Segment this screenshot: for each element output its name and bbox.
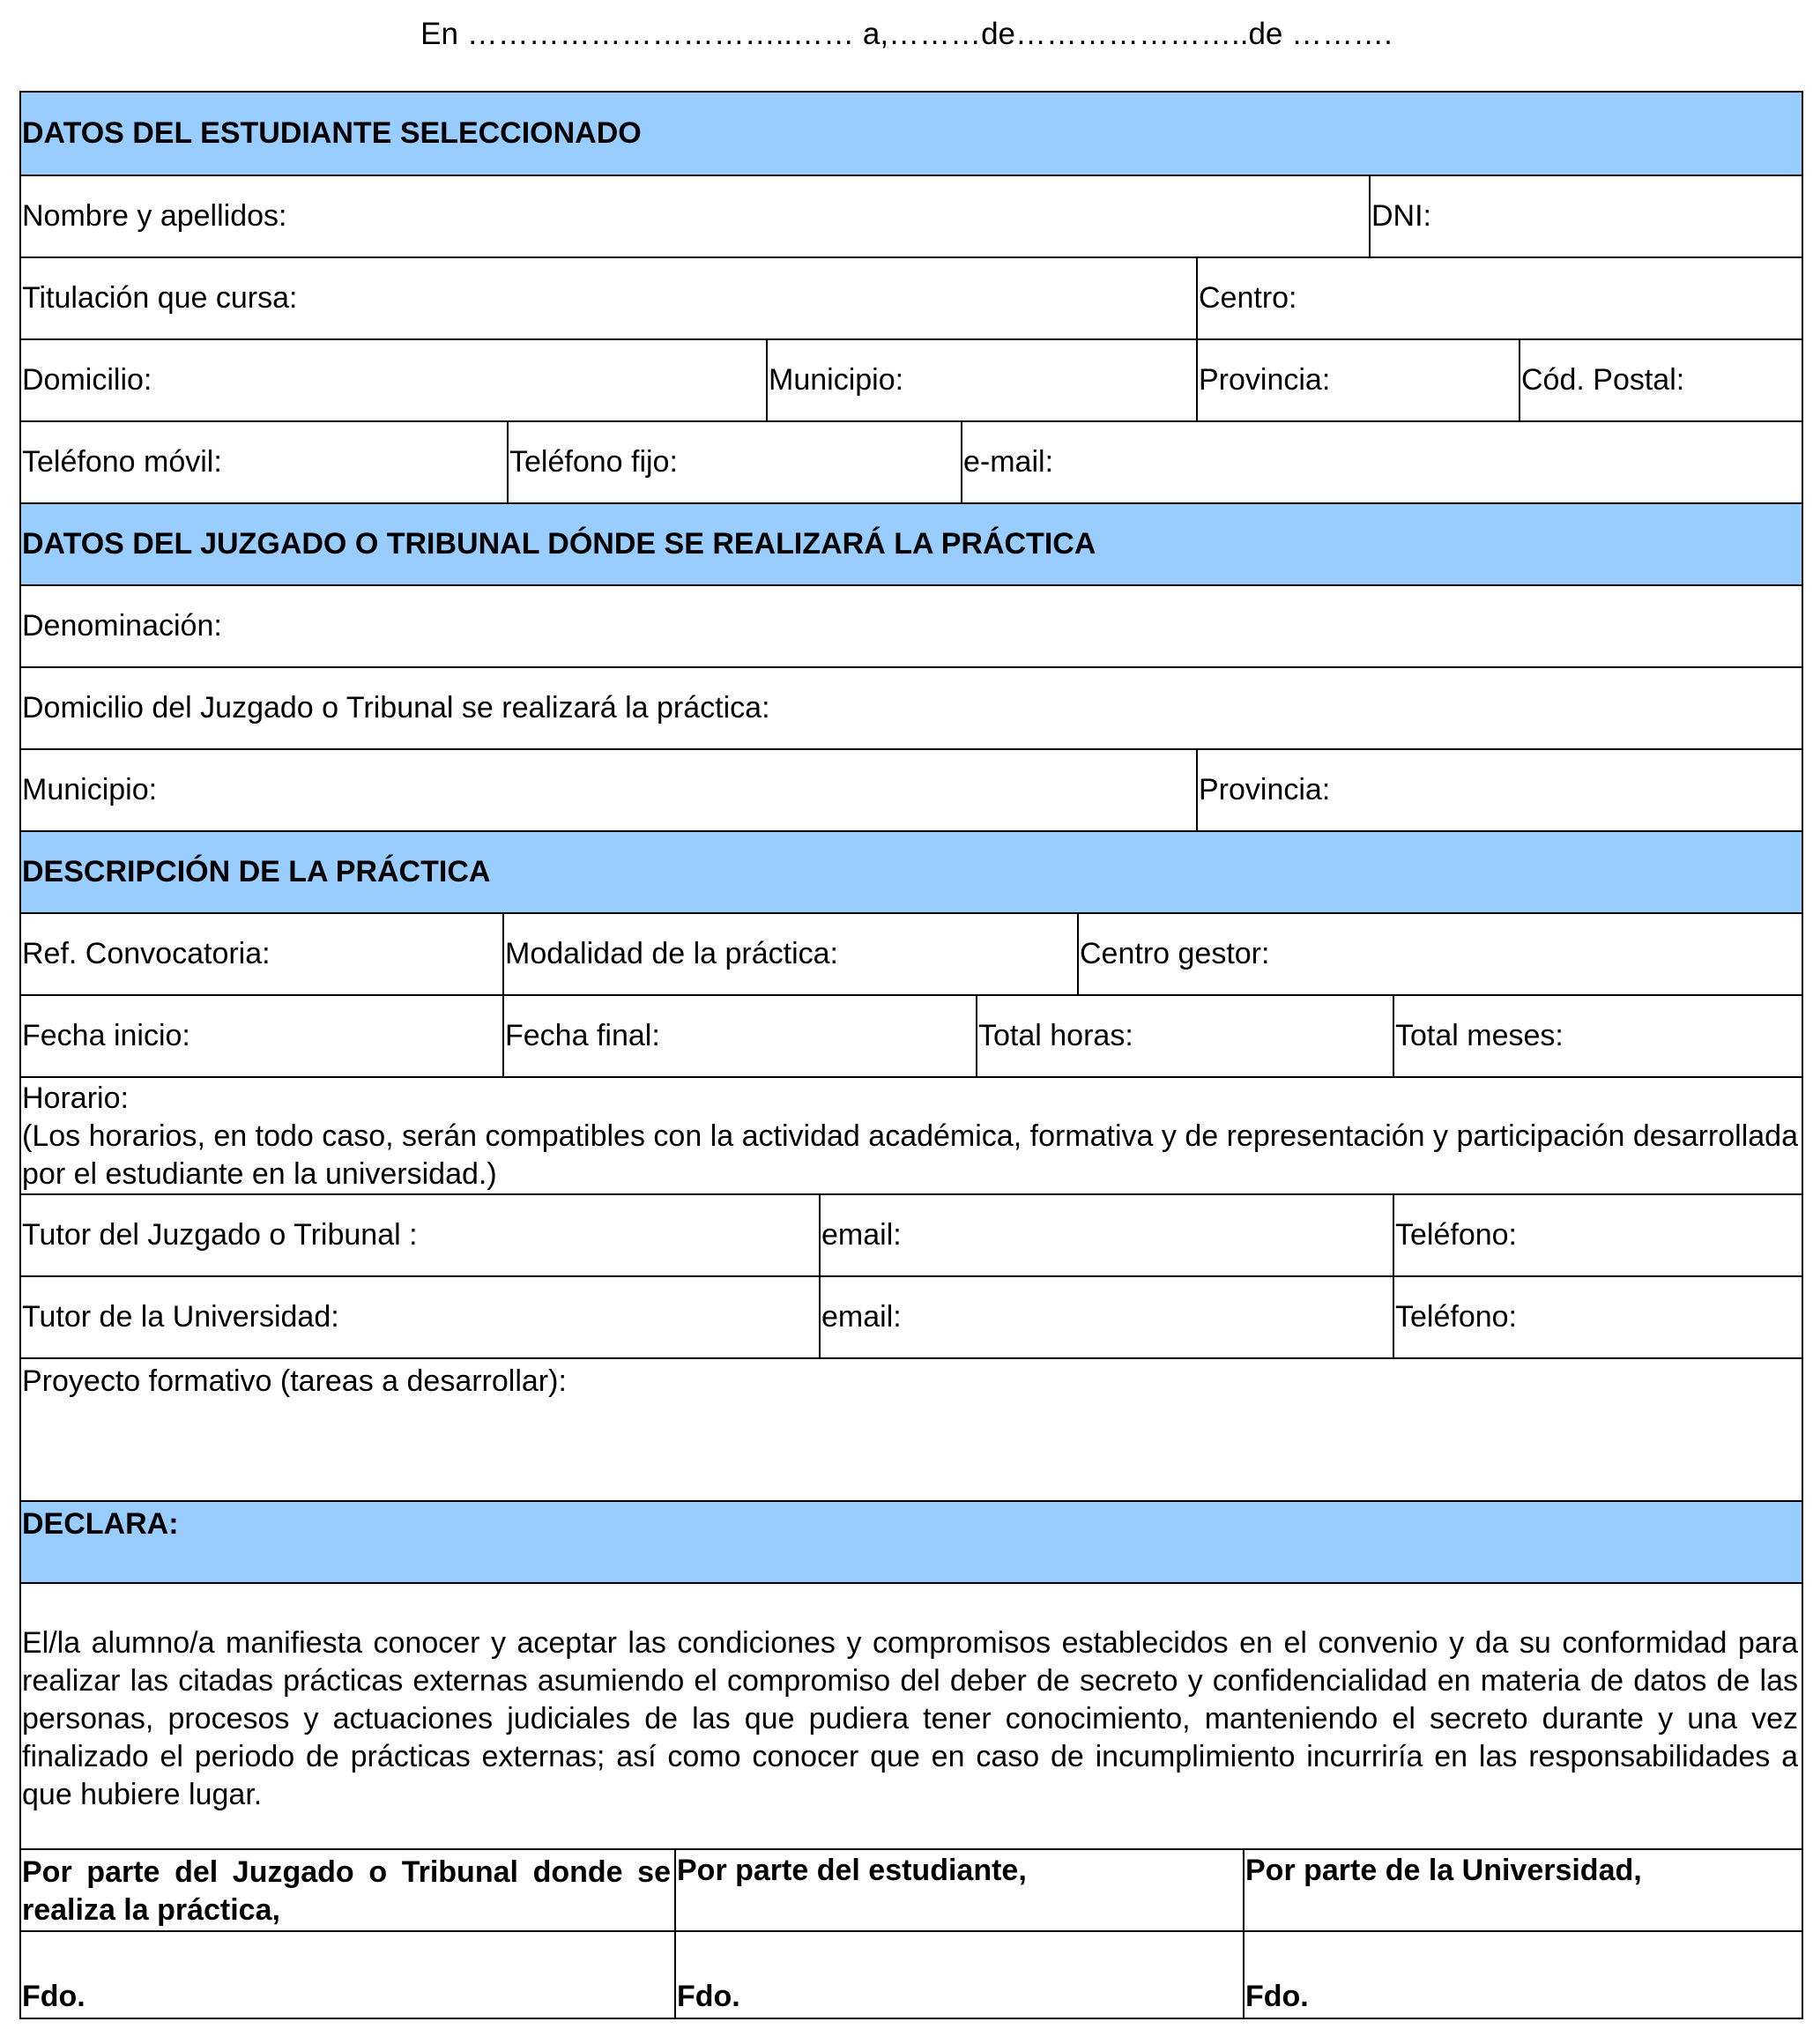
- field-centro[interactable]: Centro:: [1196, 258, 1802, 338]
- field-tutor-juzgado-telefono[interactable]: Teléfono:: [1393, 1195, 1802, 1275]
- field-horario[interactable]: [21, 1078, 1802, 1193]
- section-title-practice: DESCRIPCIÓN DE LA PRÁCTICA: [22, 855, 491, 888]
- row-denominacion: [21, 584, 1802, 666]
- signer-juzgado: Por parte del Juzgado o Tribunal donde se realiza la práctica,: [22, 1855, 671, 1927]
- field-total-meses[interactable]: Total meses:: [1393, 996, 1802, 1076]
- row-domicilio-juzgado: [21, 666, 1802, 748]
- row-horario: [21, 1076, 1802, 1193]
- signature-juzgado[interactable]: Fdo.: [22, 1980, 85, 2013]
- signer-juzgado-cell: [21, 1850, 674, 1930]
- signer-universidad: Por parte de la Universidad,: [1243, 1850, 1802, 1930]
- date-line: En …………………………..…… a,………de…………………..de ……….: [420, 17, 1393, 51]
- section-title-court: DATOS DEL JUZGADO O TRIBUNAL DÓNDE SE REALIZARÁ LA PRÁCTICA: [22, 527, 1096, 561]
- section-header-student: [21, 93, 1802, 175]
- field-titulacion[interactable]: Titulación que cursa:: [22, 281, 298, 315]
- field-proyecto[interactable]: Proyecto formativo (tareas a desarrollar):: [22, 1364, 567, 1398]
- row-titulacion-centro: [21, 256, 1802, 338]
- horario-note: (Los horarios, en todo caso, serán compatibles con la actividad académica, formativa y de representación y participación desarrollada por el estudiante en la universidad.): [22, 1119, 1798, 1191]
- field-tutor-juzgado[interactable]: Tutor del Juzgado o Tribunal :: [22, 1218, 418, 1252]
- field-tutor-universidad[interactable]: Tutor de la Universidad:: [22, 1300, 339, 1334]
- field-municipio[interactable]: Municipio:: [766, 340, 1196, 420]
- signature-universidad[interactable]: Fdo.: [1243, 1932, 1802, 2018]
- field-domicilio-juzgado[interactable]: Domicilio del Juzgado o Tribunal se realizará la práctica:: [22, 691, 770, 725]
- row-municipio-provincia-juzgado: [21, 748, 1802, 830]
- field-municipio-juzgado[interactable]: Municipio:: [22, 773, 158, 806]
- field-tutor-universidad-email[interactable]: email:: [819, 1277, 1393, 1357]
- declaracion-text: El/la alumno/a manifiesta conocer y aceptar las condiciones y compromisos establecidos en el convenio y da su conformidad para realizar las citadas prácticas externas asumiendo el compromiso del deber de secreto y confidencialidad en materia de datos de las personas, procesos y actuaciones judiciales de las que pudiera tener conocimiento, manteniendo el secreto durante y una vez finalizado el periodo de prácticas externas; así como conocer que en caso de incumplimiento incurriría en las responsabilidades a que hubiere lugar.: [22, 1626, 1798, 1811]
- field-modalidad[interactable]: Modalidad de la práctica:: [502, 914, 1077, 994]
- field-tutor-universidad-telefono[interactable]: Teléfono:: [1393, 1277, 1802, 1357]
- row-firmantes: [21, 1848, 1802, 1930]
- field-provincia-juzgado[interactable]: Provincia:: [1196, 750, 1802, 830]
- field-tutor-juzgado-email[interactable]: email:: [819, 1195, 1393, 1275]
- field-total-horas[interactable]: Total horas:: [976, 996, 1393, 1076]
- section-header-declara: [21, 1500, 1802, 1582]
- field-ref-convocatoria[interactable]: Ref. Convocatoria:: [22, 937, 271, 970]
- row-tutor-universidad: [21, 1275, 1802, 1357]
- field-cod-postal[interactable]: Cód. Postal:: [1519, 340, 1802, 420]
- signer-estudiante: Por parte del estudiante,: [674, 1850, 1243, 1930]
- row-fechas: [21, 994, 1802, 1076]
- row-tutor-juzgado: [21, 1193, 1802, 1275]
- section-header-practice: [21, 830, 1802, 912]
- row-firmas: [21, 1930, 1802, 2018]
- field-telefono-movil[interactable]: Teléfono móvil:: [22, 445, 222, 479]
- section-header-court: [21, 502, 1802, 584]
- field-fecha-inicio[interactable]: Fecha inicio:: [22, 1019, 190, 1052]
- row-convocatoria: [21, 912, 1802, 994]
- field-centro-gestor[interactable]: Centro gestor:: [1077, 914, 1802, 994]
- field-provincia[interactable]: Provincia:: [1196, 340, 1519, 420]
- horario-label: Horario:: [22, 1081, 129, 1115]
- field-denominacion[interactable]: Denominación:: [22, 609, 222, 643]
- signature-estudiante[interactable]: Fdo.: [674, 1932, 1243, 2018]
- row-declaracion: [21, 1582, 1802, 1848]
- practice-form: [19, 91, 1803, 2019]
- field-domicilio[interactable]: Domicilio:: [22, 363, 152, 397]
- section-title-declara: DECLARA:: [22, 1507, 179, 1541]
- field-email[interactable]: e-mail:: [961, 422, 1802, 502]
- row-telefonos: [21, 420, 1802, 502]
- field-dni[interactable]: DNI:: [1369, 176, 1802, 256]
- declaracion-cell: [21, 1584, 1802, 1848]
- field-fecha-final[interactable]: Fecha final:: [502, 996, 976, 1076]
- field-telefono-fijo[interactable]: Teléfono fijo:: [507, 422, 961, 502]
- section-title-student: DATOS DEL ESTUDIANTE SELECCIONADO: [22, 116, 642, 150]
- row-proyecto: [21, 1357, 1802, 1500]
- row-domicilio: [21, 338, 1802, 420]
- row-nombre-dni: [21, 175, 1802, 256]
- field-nombre[interactable]: Nombre y apellidos:: [22, 199, 287, 233]
